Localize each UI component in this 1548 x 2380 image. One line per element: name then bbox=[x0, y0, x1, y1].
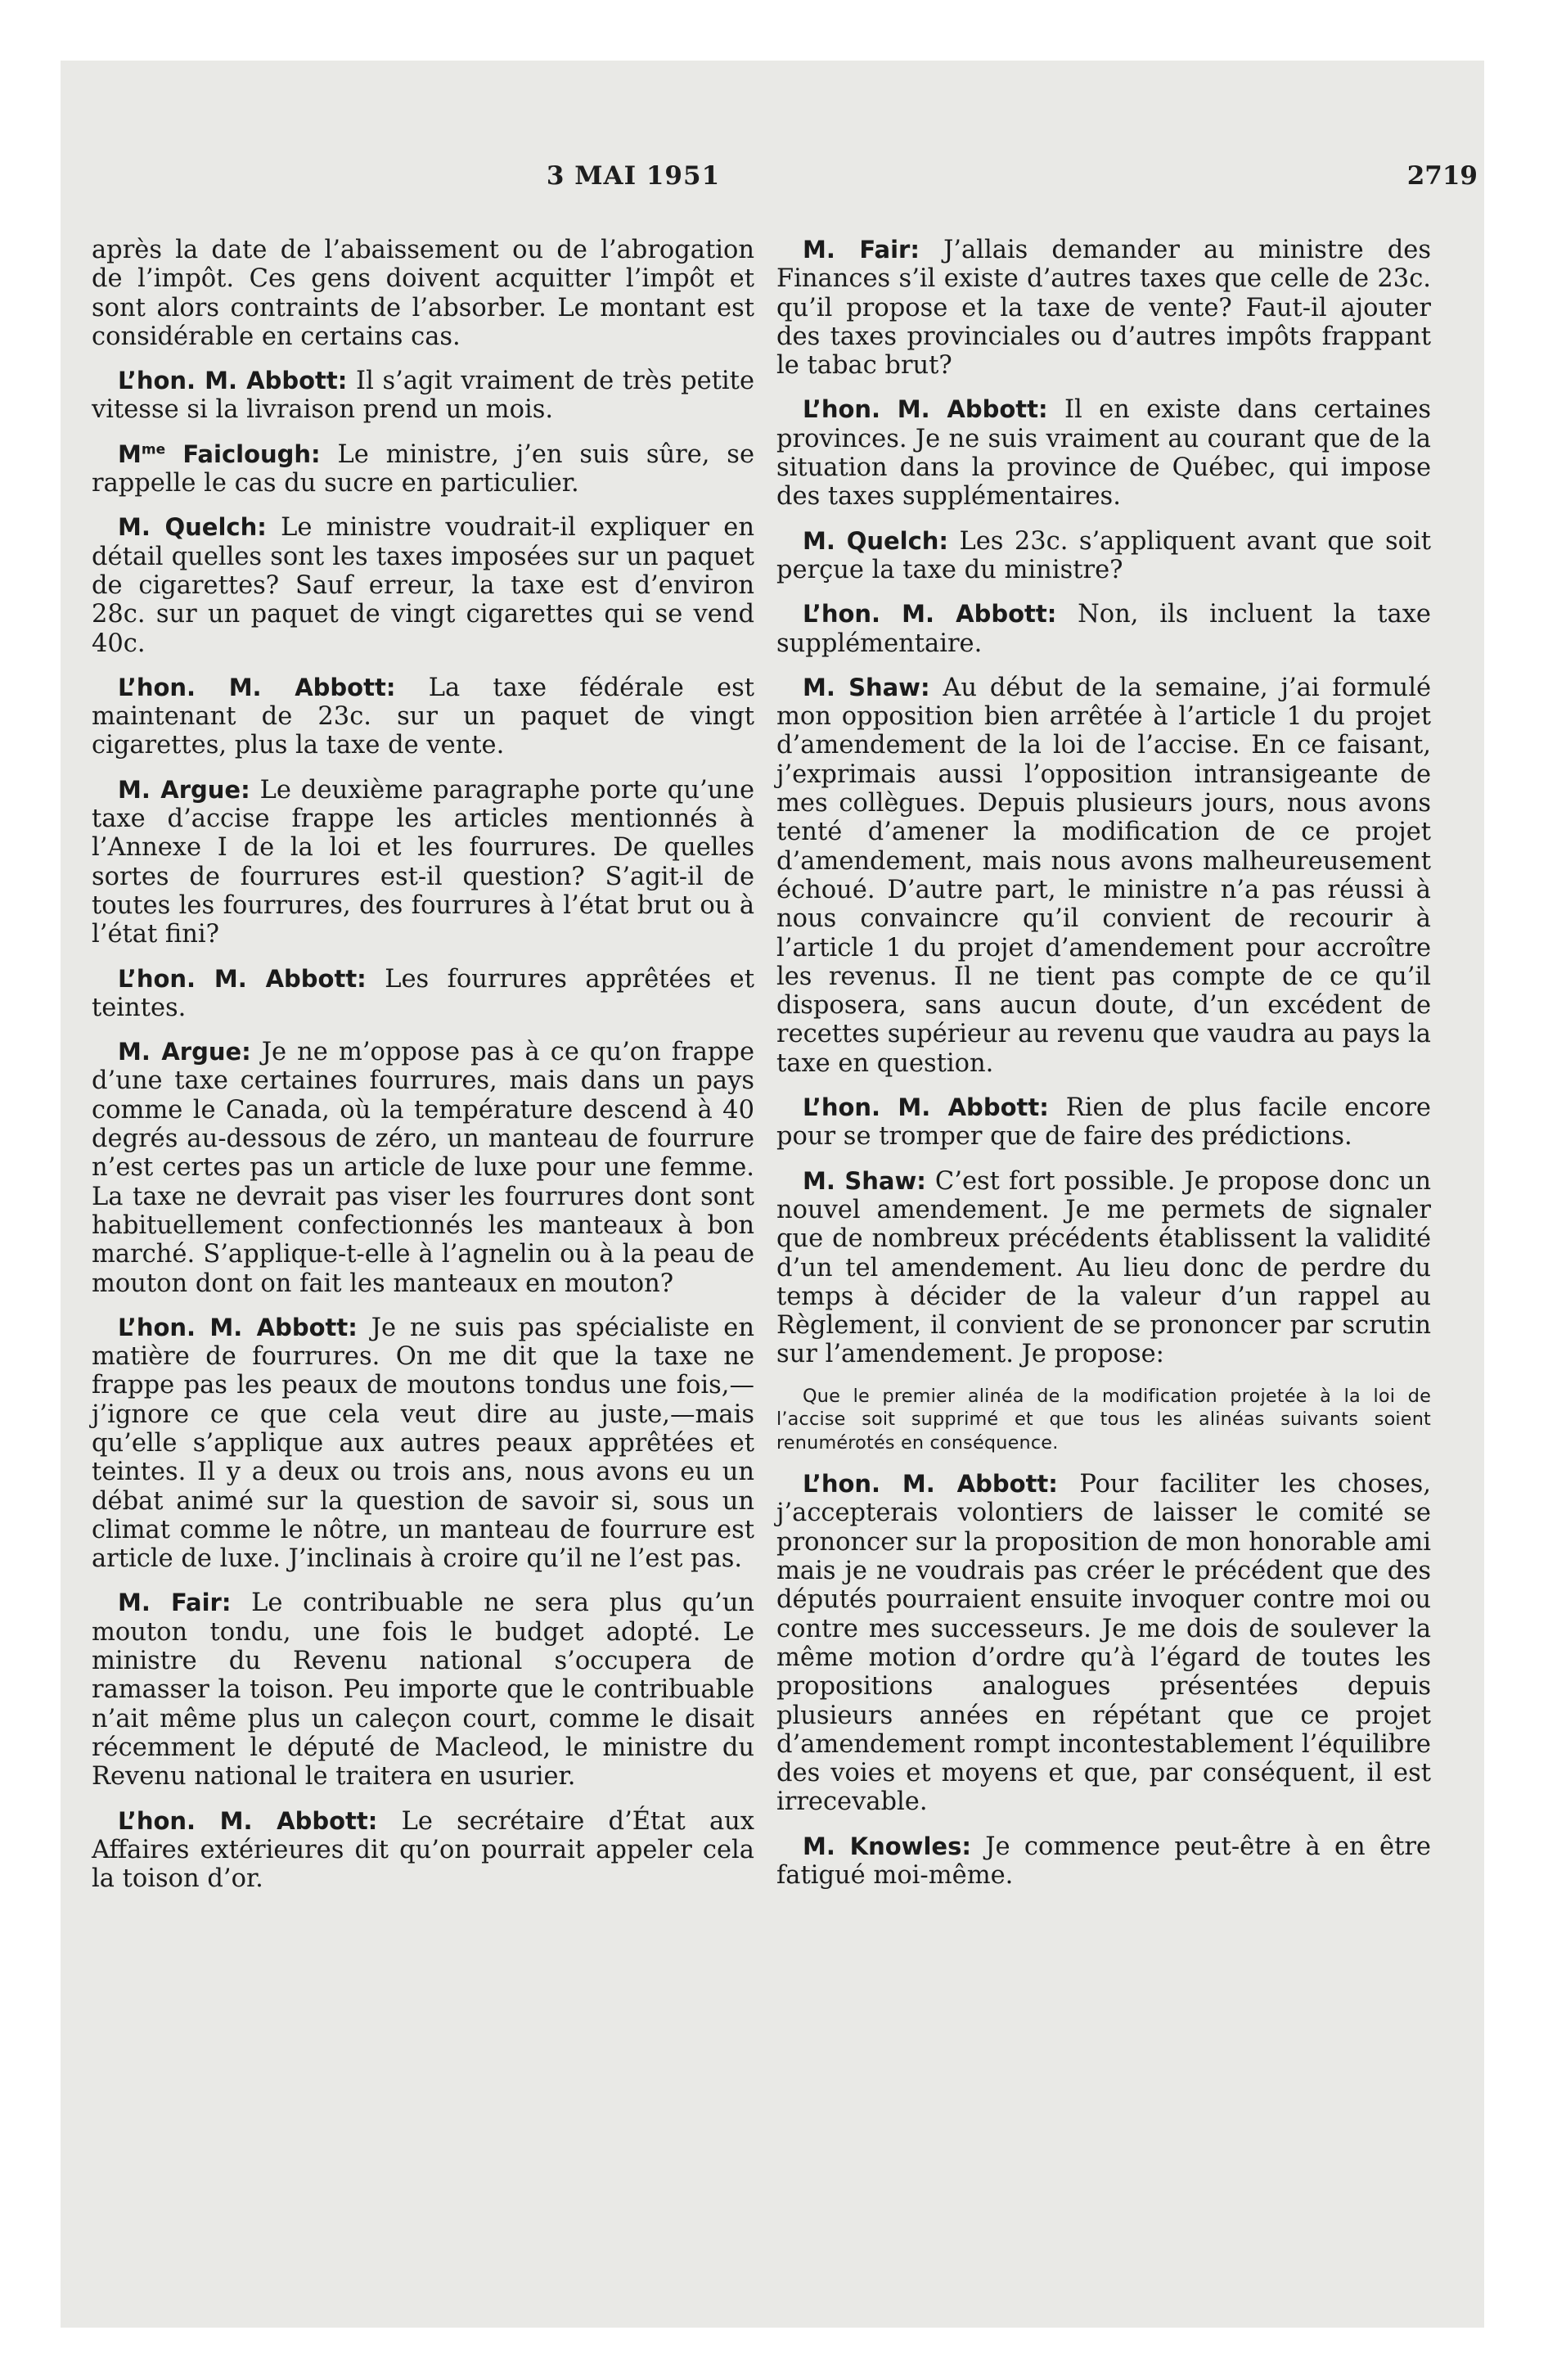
paragraph bbox=[92, 1038, 754, 1298]
speaker-name bbox=[803, 395, 1048, 423]
paragraph-text: Pour faciliter les choses, j’accepterais volontiers de laisser le comité se prononcer sur la proposition de mon honorable ami mais je ne voudrais pas créer le précédent que des députés pourraient ensuite invoquer contre moi ou contre mes successeurs. Je me dois de soulever la même motion d’ordre qu’à l’égard de toutes les propositions analogues présentées depuis plusieurs années en répétant que ce projet d’amendement rompt incontestablement l’équilibre des voies et moyens et que, par conséquent, il est irrecevable. bbox=[776, 1470, 1431, 1817]
speaker-label: M. Fair: bbox=[118, 1589, 232, 1617]
speaker-label: L’hon. M. Abbott: bbox=[118, 367, 348, 395]
paragraph-text: Je ne m’oppose pas à ce qu’on frappe d’une taxe certaines fourrures, mais dans un pays comme le Canada, où la température descend à 40 degrés au-dessous de zéro, un manteau de fourrure n’est certes pas un article de luxe pour une femme. La taxe ne devrait pas viser les fourrures dont sont habituellement confectionnés les manteaux à bon marché. S’applique-t-elle à l’agnelin ou à la peau de mouton dont on fait les manteaux en mouton? bbox=[92, 1038, 755, 1298]
paragraph-text: C’est fort possible. Je propose donc un nouvel amendement. Je me permets de signaler que de nombreux précédents établissent la validité d’un tel amendement. Au lieu donc de perdre du temps à décider de la valeur d’un rappel au Règlement, il convient de se prononcer par scrutin sur l’amendement. Je propose: bbox=[776, 1166, 1431, 1369]
paragraph-text: Le deuxième paragraphe porte qu’une taxe d’accise frappe les articles mentionnés à l’Annexe I de la loi et les fourrures. De quelles sortes de fourrures est-il question? S’agit-il de toutes les fourrures, des fourrures à l’état brut ou à l’état fini? bbox=[92, 775, 754, 949]
paragraph bbox=[92, 1589, 754, 1791]
speaker-label: M. Argue: bbox=[118, 775, 250, 804]
scanned-page bbox=[61, 61, 1484, 2328]
paragraph-text: Rien de plus facile encore pour se tromper que de faire des prédictions. bbox=[776, 1093, 1431, 1152]
speaker-name bbox=[803, 674, 930, 701]
speaker-name bbox=[118, 1589, 231, 1616]
speaker-label: M. Quelch: bbox=[118, 513, 267, 542]
paragraph-text: après la date de l’abaissement ou de l’abrogation de l’impôt. Ces gens doivent acquitter l’impôt et sont alors contraints de l’absorber. Le montant est considérable en certains cas. bbox=[92, 236, 754, 351]
speaker-name bbox=[118, 1314, 358, 1341]
paragraph bbox=[776, 236, 1431, 380]
speaker-name bbox=[803, 1832, 971, 1860]
page-header bbox=[61, 161, 1484, 194]
speaker-label: L’hon. M. Abbott: bbox=[803, 1470, 1058, 1499]
paragraph-text: Les fourrures apprêtées et teintes. bbox=[92, 964, 754, 1022]
paragraph-text: Le ministre, j’en suis sûre, se rappelle le cas du sucre en particulier. bbox=[92, 439, 754, 498]
speaker-name bbox=[118, 1038, 251, 1066]
paragraph bbox=[92, 965, 754, 1023]
speaker-label: M. Shaw: bbox=[803, 673, 930, 701]
speaker-prefix: M bbox=[118, 439, 142, 468]
speaker-name bbox=[803, 527, 948, 555]
speaker-name bbox=[118, 513, 267, 541]
speaker-label: M. Shaw: bbox=[803, 1166, 926, 1195]
paragraph bbox=[776, 674, 1431, 1078]
paragraph-text: Le ministre voudrait-il expliquer en détail quelles sont les taxes imposées sur un paquet de cigarettes? Sauf erreur, la taxe est d’environ 28c. sur un paquet de vingt cigarettes qui se vend 40c. bbox=[92, 513, 755, 658]
paragraph-text: Les 23c. s’appliquent avant que soit perçue la taxe du ministre? bbox=[776, 526, 1432, 584]
paragraph bbox=[776, 1470, 1431, 1817]
paragraph bbox=[776, 1832, 1431, 1891]
paragraph bbox=[776, 395, 1431, 511]
speaker-label: Faiclough: bbox=[165, 439, 321, 468]
paragraph-text: J’allais demander au ministre des Finances s’il existe d’autres taxes que celle de 23c. qu’il propose et la taxe de vente? Faut-il ajouter des taxes provinciales ou d’autres impôts frappant le tabac brut? bbox=[776, 236, 1431, 381]
speaker-label: L’hon. M. Abbott: bbox=[118, 1313, 358, 1341]
paragraph-text: Je ne suis pas spécialiste en matière de fourrures. On me dit que la taxe ne frappe pas les peaux de moutons tondus une fois,—j’ignore ce que cela veut dire au juste,—mais qu’elle s’applique aux autres peaux apprêtées et teintes. Il y a deux ou trois ans, nous avons eu un débat animé sur la question de savoir si, sous un climat comme le nôtre, un manteau de fourrure est article de luxe. J’inclinais à croire qu’il ne l’est pas. bbox=[92, 1313, 754, 1574]
right-column bbox=[776, 236, 1431, 1905]
speaker-name bbox=[118, 440, 321, 468]
paragraph bbox=[92, 1807, 754, 1894]
speaker-label: L’hon. M. Abbott: bbox=[118, 1806, 378, 1835]
speaker-name bbox=[118, 674, 395, 701]
left-column bbox=[92, 236, 754, 1909]
paragraph-text: Il s’agit vraiment de très petite vitesse si la livraison prend un mois. bbox=[92, 367, 754, 425]
paragraph-text: Le contribuable ne sera plus qu’un mouton tondu, une fois le budget adopté. Le ministre du Revenu national s’occupera de ramasser la toison. Peu importe que le contribuable n’ait même plus un caleçon court, comme le disait récemment le député de Macleod, le ministre du Revenu national le traitera en usurier. bbox=[92, 1589, 754, 1792]
speaker-label: M. Knowles: bbox=[803, 1832, 971, 1860]
header-date: 3 MAI 1951 bbox=[546, 161, 721, 191]
paragraph-text: Non, ils incluent la taxe supplémentaire. bbox=[776, 600, 1431, 658]
paragraph-text: Il en existe dans certaines provinces. Je ne suis vraiment au courant que de la situation dans la province de Québec, qui impose des taxes supplémentaires. bbox=[776, 395, 1431, 512]
speaker-label: L’hon. M. Abbott: bbox=[118, 964, 367, 993]
paragraph bbox=[92, 513, 754, 657]
speaker-name bbox=[803, 236, 920, 264]
speaker-name bbox=[118, 1807, 377, 1835]
speaker-name bbox=[803, 1470, 1058, 1498]
paragraph-text: La taxe fédérale est maintenant de 23c. sur un paquet de vingt cigarettes, plus la taxe de vente. bbox=[92, 673, 754, 760]
paragraph bbox=[776, 527, 1431, 585]
paragraph-text: Au début de la semaine, j’ai formulé mon opposition bien arrêtée à l’article 1 du projet d’amendement de la loi de l’accise. En ce faisant, j’exprimais aussi l’opposition intransigeante de mes collègues. Depuis plusieurs jours, nous avons tenté d’amener la modification de ce projet d’amendement, mais nous avons malheureusement échoué. D’autre part, le ministre n’a pas réussi à nous convaincre qu’il convient de recourir à l’article 1 du projet d’amendement pour accroître les revenus. Il ne tient pas compte de ce qu’il disposera, sans aucun doute, d’un excédent de recettes supérieur au revenu que vaudra au pays la taxe en question. bbox=[776, 673, 1432, 1078]
paragraph bbox=[92, 674, 754, 760]
speaker-superscript: me bbox=[141, 441, 166, 458]
paragraph bbox=[92, 236, 754, 351]
paragraph bbox=[776, 1167, 1431, 1369]
speaker-label: M. Quelch: bbox=[803, 526, 949, 555]
paragraph bbox=[92, 776, 754, 949]
paragraph-text: Je commence peut-être à en être fatigué moi-même. bbox=[776, 1832, 1431, 1891]
speaker-name bbox=[118, 965, 367, 993]
paragraph bbox=[776, 600, 1431, 658]
paragraph bbox=[92, 367, 754, 425]
speaker-label: L’hon. M. Abbott: bbox=[803, 1093, 1049, 1122]
speaker-name bbox=[803, 1167, 926, 1195]
paragraph bbox=[92, 1314, 754, 1574]
speaker-label: L’hon. M. Abbott: bbox=[803, 395, 1048, 424]
speaker-label: L’hon. M. Abbott: bbox=[118, 673, 396, 701]
paragraph-text: Que le premier alinéa de la modification projetée à la loi de l’accise soit supprimé et que tous les alinéas suivants soient renumérotés en conséquence. bbox=[776, 1385, 1431, 1454]
speaker-name bbox=[803, 600, 1056, 628]
motion-quote bbox=[776, 1385, 1431, 1455]
speaker-name bbox=[118, 776, 250, 804]
paragraph bbox=[92, 440, 754, 498]
speaker-label: M. Argue: bbox=[118, 1038, 251, 1066]
paragraph bbox=[776, 1093, 1431, 1152]
speaker-label: L’hon. M. Abbott: bbox=[803, 600, 1057, 629]
paragraph-text: Le secrétaire d’État aux Affaires extérieures dit qu’on pourrait appeler cela la toison d’or. bbox=[92, 1806, 754, 1894]
speaker-label: M. Fair: bbox=[803, 236, 920, 264]
page-number: 2719 bbox=[1406, 161, 1478, 191]
speaker-name bbox=[118, 367, 347, 394]
speaker-name bbox=[803, 1093, 1049, 1121]
